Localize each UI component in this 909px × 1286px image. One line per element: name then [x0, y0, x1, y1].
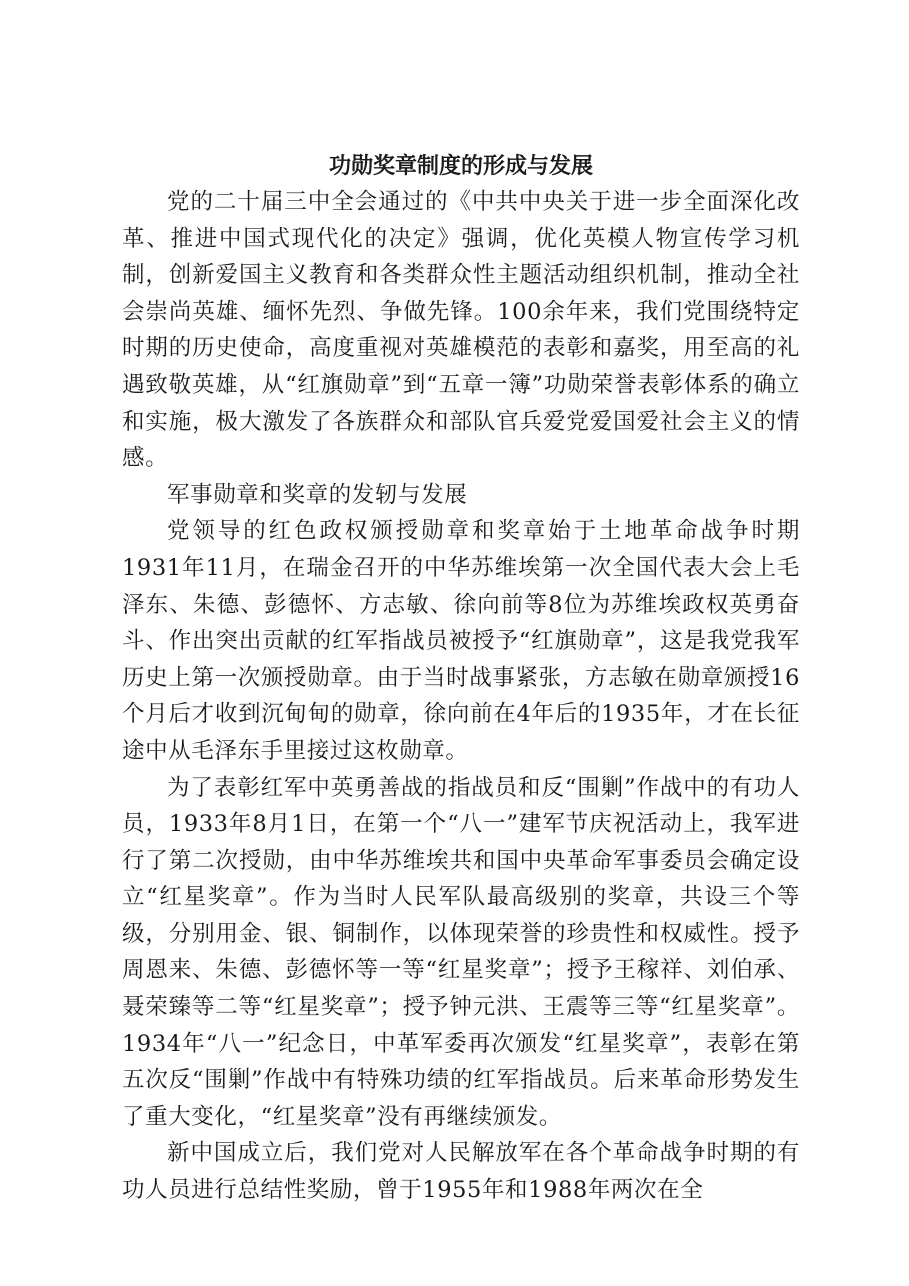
paragraph-intro: 党的二十届三中全会通过的《中共中央关于进一步全面深化改革、推进中国式现代化的决定》强调，优化英模人物宣传学习机制，创新爱国主义教育和各类群众性主题活动组织机制，推动全社会崇尚英雄、缅怀先烈、争做先锋。100余年来，我们党围绕特定时期的历史使命，高度重视对英雄模范的表彰和嘉奖，用至高的礼遇致敬英雄，从“红旗勋章”到“五章一簿”功勋荣誉表彰体系的确立和实施，极大激发了各族群众和部队官兵爱党爱国爱社会主义的情感。 — [122, 189, 800, 472]
paragraph-red-flag-medal: 党领导的红色政权颁授勋章和奖章始于土地革命战争时期1931年11月，在瑞金召开的中华苏维埃第一次全国代表大会上毛泽东、朱德、彭德怀、方志敏、徐向前等8位为苏维埃政权英勇奋斗、作出突出贡献的红军指战员被授予“红旗勋章”，这是我党我军历史上第一次颁授勋章。由于当时战事紧张，方志敏在勋章颁授16个月后才收到沉甸甸的勋章，徐向前在4年后的1935年，才在长征途中从毛泽东手里接过这枚勋章。 — [122, 518, 800, 764]
document-body — [122, 148, 800, 1209]
paragraph-red-star-medal: 为了表彰红军中英勇善战的指战员和反“围剿”作战中的有功人员，1933年8月1日，在第一个“八一”建军节庆祝活动上，我军进行了第二次授勋，由中华苏维埃共和国中央革命军事委员会确定设立“红星奖章”。作为当时人民军队最高级别的奖章，共设三个等级，分别用金、银、铜制作，以体现荣誉的珍贵性和权威性。授予周恩来、朱德、彭德怀等一等“红星奖章”；授予王稼祥、刘伯承、聂荣臻等二等“红星奖章”；授予钟元洪、王震等三等“红星奖章”。1934年“八一”纪念日，中革军委再次颁发“红星奖章”，表彰在第五次反“围剿”作战中有特殊功绩的红军指战员。后来革命形势发生了重大变化，“红星奖章”没有再继续颁发。 — [122, 774, 800, 1130]
document-title: 功勋奖章制度的形成与发展 — [328, 153, 593, 179]
paragraph-new-china: 新中国成立后，我们党对人民解放军在各个革命战争时期的有功人员进行总结性奖励，曾于1955年和1988年两次在全 — [122, 1140, 800, 1204]
section-heading: 军事勋章和奖章的发轫与发展 — [167, 481, 468, 508]
